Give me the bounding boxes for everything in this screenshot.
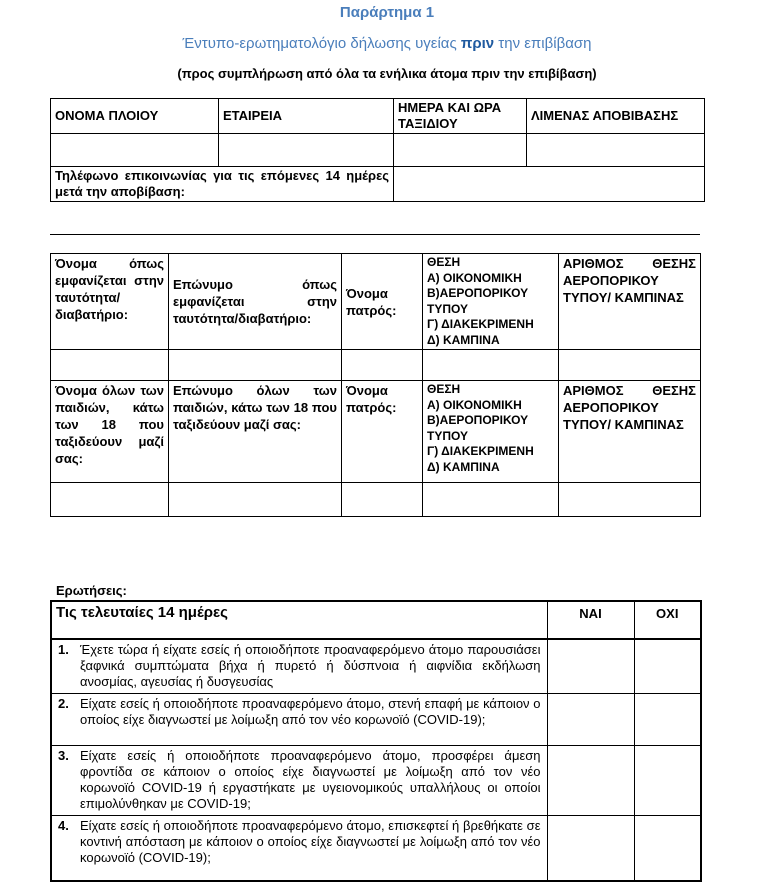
seat-type-line: Α) ΟΙΚΟΝΟΜΙΚΗ [427,397,522,412]
question-2-yes-cell[interactable] [547,693,634,745]
subtitle-part-1: Έντυπο-ερωτηματολόγιο δήλωσης υγείας [182,35,461,52]
ship-name-field[interactable] [51,134,219,167]
children-seat-number-field[interactable] [559,483,701,517]
document-subtitle [0,35,774,52]
adult-seat-number-field[interactable] [559,350,701,381]
travel-datetime-field[interactable] [394,134,527,167]
children-last-name-header: Επώνυμο όλων των παιδιών, κάτω των 18 που ταξιδεύουν μαζί σας: [169,381,342,483]
adult-seat-type-header [423,254,559,350]
question-2-no-cell[interactable] [634,693,701,745]
question-text: Έχετε τώρα ή είχατε εσείς ή οποιοδήποτε προαναφερόμενο άτομο παρουσιάσει ξαφνικά συμπτώματα βήχα ή πυρετό ή δύσπνοια ή αιφνίδια εκδήλωση ανοσμίας, αγευσίας ή δυσγευσίας [80,642,541,689]
question-4-no-cell[interactable] [634,815,701,881]
adult-seat-type-field[interactable] [423,350,559,381]
seat-type-line: Δ) ΚΑΜΠΙΝΑ [427,332,500,347]
question-text: Είχατε εσείς ή οποιοδήποτε προαναφερόμενο άτομο, στενή επαφή με κάποιον ο οποίος είχε διαγνωστεί με λοίμωξη από τον νέο κορωνοϊό (COVID-19); [80,695,541,727]
disembark-port-header: ΛΙΜΕΝΑΣ ΑΠΟΒΙΒΑΣΗΣ [527,99,705,134]
questions-header: Τις τελευταίες 14 ημέρες [51,601,547,639]
adult-first-name-field[interactable] [51,350,169,381]
children-seat-number-header: ΑΡΙΘΜΟΣ ΘΕΣΗΣ ΑΕΡΟΠΟΡΙΚΟΥ ΤΥΠΟΥ/ ΚΑΜΠΙΝΑΣ [559,381,701,483]
company-field[interactable] [219,134,394,167]
company-header: ΕΤΑΙΡΕΙΑ [219,99,394,134]
adult-seat-number-header: ΑΡΙΘΜΟΣ ΘΕΣΗΣ ΑΕΡΟΠΟΡΙΚΟΥ ΤΥΠΟΥ/ ΚΑΜΠΙΝΑΣ [559,254,701,350]
subtitle-part-2: την επιβίβαση [494,35,592,52]
children-seat-type-field[interactable] [423,483,559,517]
children-father-name-header: Όνομα πατρός: [342,381,423,483]
document-title: Παράρτημα 1 [339,4,435,21]
questions-label: Ερωτήσεις: [56,583,127,598]
question-text: Είχατε εσείς ή οποιοδήποτε προαναφερόμενο άτομο, επισκεφτεί ή βρεθήκατε σε κοντινή απόσταση με κάποιον ο οποίος είχε διαγνωστεί με λοίμωξη από τον νέο κορωνοϊό (COVID-19); [80,817,541,865]
seat-type-line: Α) ΟΙΚΟΝΟΜΙΚΗ [427,270,522,285]
disembark-port-field[interactable] [527,134,705,167]
contact-phone-label: Τηλέφωνο επικοινωνίας για τις επόμενες 14 ημέρες μετά την αποβίβαση: [51,167,394,202]
question-number: 4. [58,817,69,833]
travel-datetime-header: ΗΜΕΡΑ ΚΑΙ ΩΡΑ ΤΑΞΙΔΙΟΥ [394,99,527,134]
question-text: Είχατε εσείς ή οποιοδήποτε προαναφερόμενο άτομο, προσφέρει άμεση φροντίδα σε κάποιον ο οποίος είχε διαγνωστεί με λοίμωξη από τον νέο κορωνοϊό COVID-19 ή εργαστήκατε με υγειονομικούς υπαλλήλους οι οποίοι επιμολύνθηκαν με COVID-19; [80,747,541,811]
seat-type-line: Δ) ΚΑΜΠΙΝΑ [427,459,500,474]
ship-name-header: ΟΝΟΜΑ ΠΛΟΙΟΥ [51,99,219,134]
yes-column-header: ΝΑΙ [547,601,634,639]
children-first-name-header: Όνομα όλων των παιδιών, κάτω των 18 που ταξιδεύουν μαζί σας: [51,381,169,483]
children-last-name-field[interactable] [169,483,342,517]
seat-type-line: Β)ΑΕΡΟΠΟΡΙΚΟΥ ΤΥΠΟΥ [427,286,529,316]
children-first-name-field[interactable] [51,483,169,517]
travel-info-table [50,98,705,202]
question-1-yes-cell[interactable] [547,639,634,693]
contact-phone-field[interactable] [394,167,705,202]
question-number: 2. [58,695,69,711]
children-father-name-field[interactable] [342,483,423,517]
document-note: (προς συμπλήρωση από όλα τα ενήλικα άτομα πριν την επιβίβαση) [177,66,597,81]
question-3-yes-cell[interactable] [547,745,634,815]
question-row [51,693,547,745]
question-3-no-cell[interactable] [634,745,701,815]
question-4-yes-cell[interactable] [547,815,634,881]
adult-last-name-field[interactable] [169,350,342,381]
question-number: 3. [58,747,69,763]
seat-type-line: Γ) ΔΙΑΚΕΚΡΙΜΕΝΗ [427,444,534,458]
questions-table [50,600,702,882]
seat-type-line: Γ) ΔΙΑΚΕΚΡΙΜΕΝΗ [427,317,534,331]
no-column-header: ΟΧΙ [634,601,701,639]
adult-father-name-field[interactable] [342,350,423,381]
adult-last-name-header: Επώνυμο όπως εμφανίζεται στην ταυτότητα/διαβατήριο: [169,254,342,350]
question-row [51,745,547,815]
adult-father-name-header: Όνομα πατρός: [342,254,423,350]
passenger-table [50,253,701,517]
question-number: 1. [58,642,69,657]
seat-type-line: ΘΕΣΗ [427,255,461,269]
question-1-no-cell[interactable] [634,639,701,693]
question-row [51,815,547,881]
seat-type-line: ΘΕΣΗ [427,382,461,396]
subtitle-emphasis: πριν [460,35,495,52]
adult-first-name-header: Όνομα όπως εμφανίζεται στην ταυτότητα/ διαβατήριο: [51,254,169,350]
seat-type-line: Β)ΑΕΡΟΠΟΡΙΚΟΥ ΤΥΠΟΥ [427,413,529,443]
section-divider [50,234,700,235]
children-seat-type-header [423,381,559,483]
question-row [51,639,547,693]
